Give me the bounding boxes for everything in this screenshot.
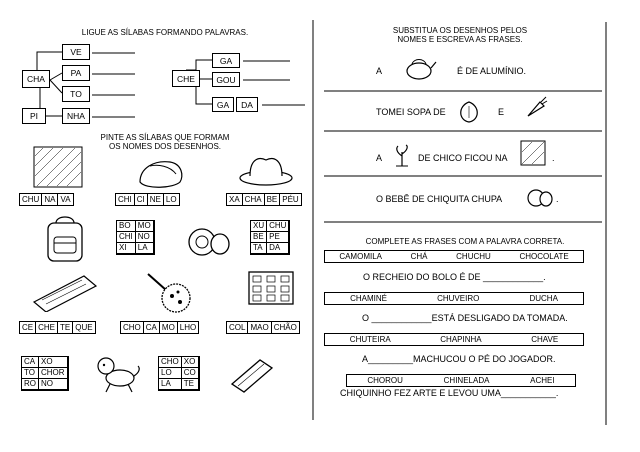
puppy-icon [94, 352, 144, 396]
backpack-icon [40, 215, 92, 265]
syllable[interactable]: NO [39, 379, 68, 390]
word-options [324, 292, 584, 305]
word-option[interactable]: CHOROU [367, 376, 403, 385]
word-option[interactable]: CHINELADA [443, 376, 490, 385]
syllable[interactable]: CO [182, 368, 199, 379]
syllable-row [226, 321, 300, 334]
sentence-3-end: . [552, 153, 555, 163]
pinte-title-1: PINTE AS SÍLABAS QUE FORMAM [100, 133, 230, 142]
sentence-2-start: TOMEI SOPA DE [376, 107, 446, 117]
syllable[interactable]: CHÃO [273, 323, 297, 332]
syllable[interactable]: TA [251, 243, 267, 254]
syllable[interactable]: BE [265, 194, 281, 205]
fill-sentence-2: O ____________ESTÁ DESLIGADO DA TOMADA. [362, 313, 568, 323]
ligue-title: LIGUE AS SÍLABAS FORMANDO PALAVRAS. [81, 28, 249, 37]
syllable[interactable]: LO [159, 368, 182, 379]
syllable-option: GA [212, 53, 240, 68]
syllable[interactable]: NE [148, 194, 164, 205]
syllable[interactable]: XA [227, 194, 243, 205]
syllable-root-cha: CHA [22, 70, 50, 88]
word-option[interactable]: CHAPINHA [440, 335, 482, 344]
word-options [346, 374, 576, 387]
sentence-1-end: É DE ALUMÍNIO. [457, 66, 527, 76]
syllable-root-pi: PI [22, 108, 46, 124]
syllable[interactable]: CA [144, 322, 160, 333]
floor-tile-icon [520, 140, 548, 168]
syllable-grid [116, 220, 155, 255]
syllable-option: GA [212, 97, 234, 112]
syllable[interactable]: QUE [75, 323, 93, 332]
syllable[interactable]: VA [60, 195, 71, 204]
substitua-title-2: NOMES E ESCREVA AS FRASES. [397, 35, 523, 44]
syllable-row [226, 193, 302, 206]
syllable[interactable]: BE [251, 232, 267, 243]
check-ticket-icon [30, 272, 100, 312]
syllable[interactable]: NO [136, 232, 154, 243]
syllable-option: TO [62, 86, 90, 102]
word-option[interactable]: CHAMINÉ [350, 294, 387, 303]
pacifier-icon [186, 222, 232, 262]
syllable[interactable]: TO [22, 368, 39, 379]
syllable[interactable]: CHI [117, 232, 136, 243]
substitua-title-1: SUBSTITUA OS DESENHOS PELOS [392, 26, 528, 35]
syllable[interactable]: CHU [267, 221, 289, 232]
syllable[interactable]: TE [58, 322, 73, 333]
syllable[interactable]: CHOR [39, 368, 68, 379]
sentence-4-start: O BEBÊ DE CHIQUITA CHUPA [376, 194, 503, 204]
syllable[interactable]: CA [22, 357, 39, 368]
syllable[interactable]: XU [251, 221, 267, 232]
sentence-1-start: A [376, 66, 383, 76]
syllable[interactable]: CHE [36, 322, 58, 333]
syllable-row [115, 193, 180, 206]
sentence-4-end: . [556, 194, 559, 204]
slipper-icon [136, 154, 186, 194]
syllable[interactable]: CHO [121, 322, 144, 333]
syllable-option: NHA [62, 108, 90, 124]
fill-sentence-4: CHIQUINHO FEZ ARTE E LEVOU UMA___________. [340, 388, 559, 398]
word-options [324, 250, 584, 263]
syllable-row [19, 321, 96, 334]
syllable[interactable]: CI [135, 194, 148, 205]
syllable[interactable]: RO [22, 379, 39, 390]
syllable[interactable]: TE [182, 379, 199, 390]
syllable[interactable]: CHU [20, 194, 42, 205]
pacifier-icon [526, 186, 554, 210]
syllable[interactable]: CHO [159, 357, 182, 368]
bath-sponge-icon [142, 268, 202, 316]
word-option[interactable]: DUCHA [529, 294, 558, 303]
chocolate-bar-icon [228, 356, 278, 396]
sentence-3-mid: DE CHICO FICOU NA [418, 153, 508, 163]
word-option[interactable]: CHUTEIRA [349, 335, 391, 344]
floor-tile-icon [33, 146, 85, 190]
word-option[interactable]: ACHEI [530, 376, 555, 385]
syllable-grid [250, 220, 290, 255]
syllable[interactable]: MAO [248, 322, 271, 333]
syllable[interactable]: PE [267, 232, 289, 243]
syllable-root-che: CHE [172, 70, 200, 87]
sentence-2-mid: E [498, 107, 505, 117]
word-option[interactable]: CHOCOLATE [519, 252, 569, 261]
syllable[interactable]: COL [227, 322, 248, 333]
syllable[interactable]: MO [160, 322, 178, 333]
carrot-icon [524, 96, 548, 120]
syllable[interactable]: LHO [179, 323, 197, 332]
syllable-row [19, 193, 74, 206]
syllable[interactable]: NA [42, 194, 58, 205]
syllable-option: VE [62, 44, 90, 60]
syllable[interactable]: LA [136, 243, 154, 254]
plant-icon [392, 144, 412, 168]
syllable[interactable]: LA [159, 379, 182, 390]
hat-icon [236, 154, 296, 190]
kettle-icon [402, 56, 438, 82]
syllable[interactable]: LO [165, 195, 177, 204]
word-option[interactable]: CHÁ [410, 252, 428, 261]
sentence-3-start: A [376, 153, 383, 163]
word-option[interactable]: CHUVEIRO [437, 294, 480, 303]
syllable[interactable]: PÉU [282, 195, 299, 204]
syllable[interactable]: MO [136, 221, 154, 232]
syllable[interactable]: BO [117, 221, 136, 232]
syllable-option: DA [236, 97, 258, 112]
syllable-option: GOU [212, 72, 240, 87]
complete-title: COMPLETE AS FRASES COM A PALAVRA CORRETA. [365, 237, 565, 246]
word-option[interactable]: CAMOMILA [339, 252, 382, 261]
syllable[interactable]: CHA [243, 194, 265, 205]
syllable-grid [158, 356, 200, 391]
fill-sentence-1: O RECHEIO DO BOLO É DE ____________. [363, 272, 546, 282]
syllable[interactable]: XI [117, 243, 136, 254]
syllable-grid [21, 356, 69, 391]
word-options [324, 333, 584, 346]
word-option[interactable]: CHAVE [531, 335, 559, 344]
syllable-option: PA [62, 65, 90, 81]
chayote-icon [456, 100, 482, 124]
pinte-title-2: OS NOMES DOS DESENHOS. [108, 142, 222, 151]
syllable[interactable]: XO [39, 357, 68, 368]
syllable[interactable]: CHI [116, 194, 135, 205]
word-option[interactable]: CHUCHU [456, 252, 491, 261]
syllable[interactable]: XO [182, 357, 199, 368]
fill-sentence-3: A_________MACHUCOU O PÉ DO JOGADOR. [362, 354, 556, 364]
syllable-row [120, 321, 199, 334]
syllable[interactable]: CE [20, 322, 36, 333]
syllable[interactable]: DA [267, 243, 289, 254]
chocolate-box-icon [247, 268, 297, 308]
